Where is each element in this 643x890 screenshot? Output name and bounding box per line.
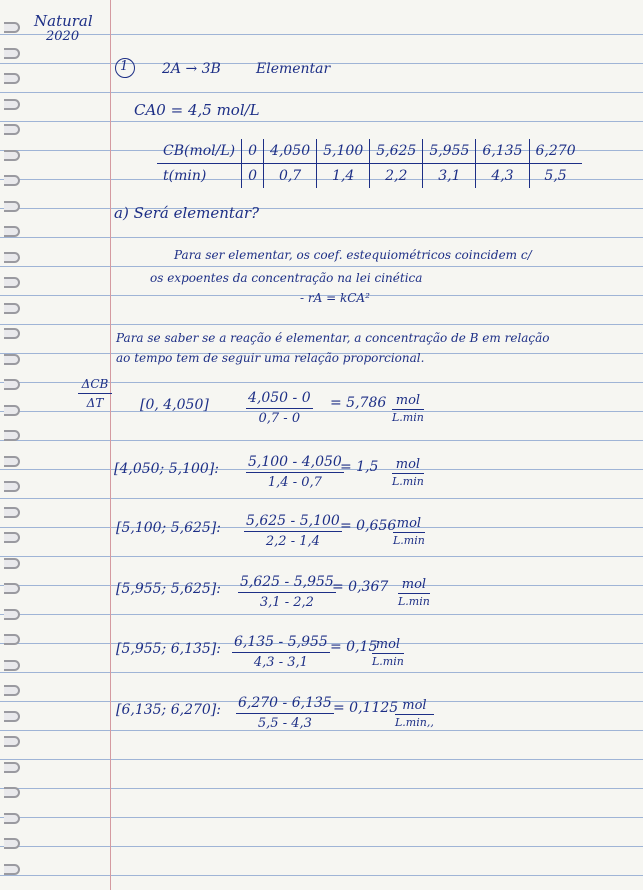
interval-fraction bbox=[236, 695, 334, 731]
binding-ring bbox=[4, 379, 20, 390]
rate-law-equation: - rA = kCA² bbox=[300, 291, 370, 305]
problem-number: 1 bbox=[120, 59, 129, 74]
binding-ring bbox=[4, 609, 20, 620]
interval-result: = 0,367 bbox=[332, 579, 389, 595]
interval-range: [5,955; 5,625]: bbox=[116, 581, 221, 597]
table-cell: 1,4 bbox=[317, 164, 370, 189]
binding-ring bbox=[4, 813, 20, 824]
binding-ring bbox=[4, 787, 20, 798]
unit-numerator: mol bbox=[372, 637, 404, 654]
unit-denominator: L.min bbox=[398, 595, 430, 608]
table-cell: 3,1 bbox=[423, 164, 476, 189]
unit-numerator: mol bbox=[392, 393, 424, 410]
binding-ring bbox=[4, 711, 20, 722]
interval-range: [6,135; 6,270]: bbox=[116, 702, 221, 718]
table-row bbox=[157, 164, 582, 189]
binding-ring bbox=[4, 354, 20, 365]
interval-result: = 5,786 bbox=[330, 395, 387, 411]
binding-ring bbox=[4, 481, 20, 492]
binding-ring bbox=[4, 48, 20, 59]
interval-result: = 0,1125 bbox=[333, 700, 399, 716]
interval-unit bbox=[393, 516, 425, 547]
fraction-denominator: 4,3 - 3,1 bbox=[253, 655, 308, 670]
fraction-numerator: 5,100 - 4,050 bbox=[246, 454, 344, 473]
binding-ring bbox=[4, 532, 20, 543]
fraction-numerator: 6,270 - 6,135 bbox=[236, 695, 334, 714]
unit-numerator: mol bbox=[392, 457, 424, 474]
fraction-denominator: 2,2 - 1,4 bbox=[265, 534, 320, 549]
table-row-label-cb: CB(mol/L) bbox=[157, 139, 242, 164]
binding-ring bbox=[4, 507, 20, 518]
fraction-denominator: 5,5 - 4,3 bbox=[257, 716, 312, 731]
interval-unit bbox=[392, 457, 424, 488]
initial-concentration: CA0 = 4,5 mol/L bbox=[134, 101, 260, 119]
delta-cb-over-delta-t bbox=[78, 377, 112, 410]
table-cell: 6,135 bbox=[476, 139, 529, 164]
binding-ring bbox=[4, 405, 20, 416]
interval-range: [4,050; 5,100]: bbox=[114, 461, 219, 477]
unit-numerator: mol bbox=[393, 516, 425, 533]
interval-range: [0, 4,050] bbox=[140, 397, 209, 413]
binding-ring bbox=[4, 73, 20, 84]
binding-ring bbox=[4, 226, 20, 237]
binding-ring bbox=[4, 22, 20, 33]
paragraph1-line1: Para ser elementar, os coef. estequiométricos coincidem c/ bbox=[174, 248, 532, 262]
unit-numerator: mol bbox=[395, 698, 434, 715]
interval-unit bbox=[395, 698, 434, 729]
binding-ring bbox=[4, 328, 20, 339]
table-row bbox=[157, 139, 582, 164]
binding-ring bbox=[4, 430, 20, 441]
margin-line bbox=[110, 0, 111, 890]
fraction-numerator: 4,050 - 0 bbox=[246, 390, 313, 409]
fraction-denominator: 1,4 - 0,7 bbox=[267, 475, 322, 490]
interval-result: = 0,656 bbox=[340, 518, 397, 534]
unit-denominator: L.min,, bbox=[395, 716, 434, 729]
interval-range: [5,955; 6,135]: bbox=[116, 641, 221, 657]
table-cell: 0 bbox=[242, 139, 264, 164]
interval-fraction bbox=[232, 634, 330, 670]
fraction-numerator: 5,625 - 5,100 bbox=[244, 513, 342, 532]
header-year: 2020 bbox=[46, 29, 80, 44]
binding-ring bbox=[4, 558, 20, 569]
unit-numerator: mol bbox=[398, 577, 430, 594]
interval-result: = 0,15 bbox=[330, 639, 378, 655]
interval-unit bbox=[392, 393, 424, 424]
table-cell: 5,955 bbox=[423, 139, 476, 164]
fraction-numerator: 6,135 - 5,955 bbox=[232, 634, 330, 653]
binding-ring bbox=[4, 99, 20, 110]
table-cell: 2,2 bbox=[370, 164, 423, 189]
reaction: 2A → 3B bbox=[162, 61, 221, 77]
binding-ring bbox=[4, 456, 20, 467]
binding-ring bbox=[4, 175, 20, 186]
binding-ring bbox=[4, 277, 20, 288]
binding-ring bbox=[4, 864, 20, 875]
interval-unit bbox=[398, 577, 430, 608]
binding-ring bbox=[4, 252, 20, 263]
binding-ring bbox=[4, 660, 20, 671]
table-cell: 6,270 bbox=[529, 139, 582, 164]
question-a: a) Será elementar? bbox=[114, 204, 260, 222]
unit-denominator: L.min bbox=[372, 655, 404, 668]
unit-denominator: L.min bbox=[392, 475, 424, 488]
interval-fraction bbox=[244, 513, 342, 549]
interval-fraction bbox=[246, 390, 313, 426]
unit-denominator: L.min bbox=[392, 411, 424, 424]
paragraph2-line1: Para se saber se a reação é elementar, a concentração de B em relação bbox=[116, 331, 550, 345]
fraction-denominator: 0,7 - 0 bbox=[258, 411, 301, 426]
table-cell: 0,7 bbox=[264, 164, 317, 189]
binding-ring bbox=[4, 124, 20, 135]
binding-ring bbox=[4, 762, 20, 773]
unit-denominator: L.min bbox=[393, 534, 425, 547]
spiral-binding bbox=[0, 0, 22, 890]
table-cell: 0 bbox=[242, 164, 264, 189]
delta-cb: ΔCB bbox=[78, 377, 112, 394]
fraction-numerator: 5,625 - 5,955 bbox=[238, 574, 336, 593]
binding-ring bbox=[4, 736, 20, 747]
delta-t: ΔT bbox=[86, 396, 104, 410]
interval-result: = 1,5 bbox=[340, 459, 379, 475]
interval-range: [5,100; 5,625]: bbox=[116, 520, 221, 536]
binding-ring bbox=[4, 838, 20, 849]
reaction-type: Elementar bbox=[256, 61, 331, 77]
paragraph2-line2: ao tempo tem de seguir uma relação proporcional. bbox=[116, 351, 425, 365]
data-table bbox=[157, 139, 582, 188]
header-name: Natural bbox=[34, 12, 93, 30]
table-row-label-t: t(min) bbox=[163, 168, 207, 184]
binding-ring bbox=[4, 150, 20, 161]
interval-fraction bbox=[238, 574, 336, 610]
paragraph1-line2: os expoentes da concentração na lei cinética bbox=[150, 271, 423, 285]
table-cell: 5,625 bbox=[370, 139, 423, 164]
table-cell: 4,050 bbox=[264, 139, 317, 164]
binding-ring bbox=[4, 634, 20, 645]
binding-ring bbox=[4, 201, 20, 212]
binding-ring bbox=[4, 303, 20, 314]
table-cell: 5,5 bbox=[529, 164, 582, 189]
fraction-denominator: 3,1 - 2,2 bbox=[259, 595, 314, 610]
table-cell: 5,100 bbox=[317, 139, 370, 164]
interval-unit bbox=[372, 637, 404, 668]
interval-fraction bbox=[246, 454, 344, 490]
table-cell: 4,3 bbox=[476, 164, 529, 189]
binding-ring bbox=[4, 583, 20, 594]
binding-ring bbox=[4, 685, 20, 696]
